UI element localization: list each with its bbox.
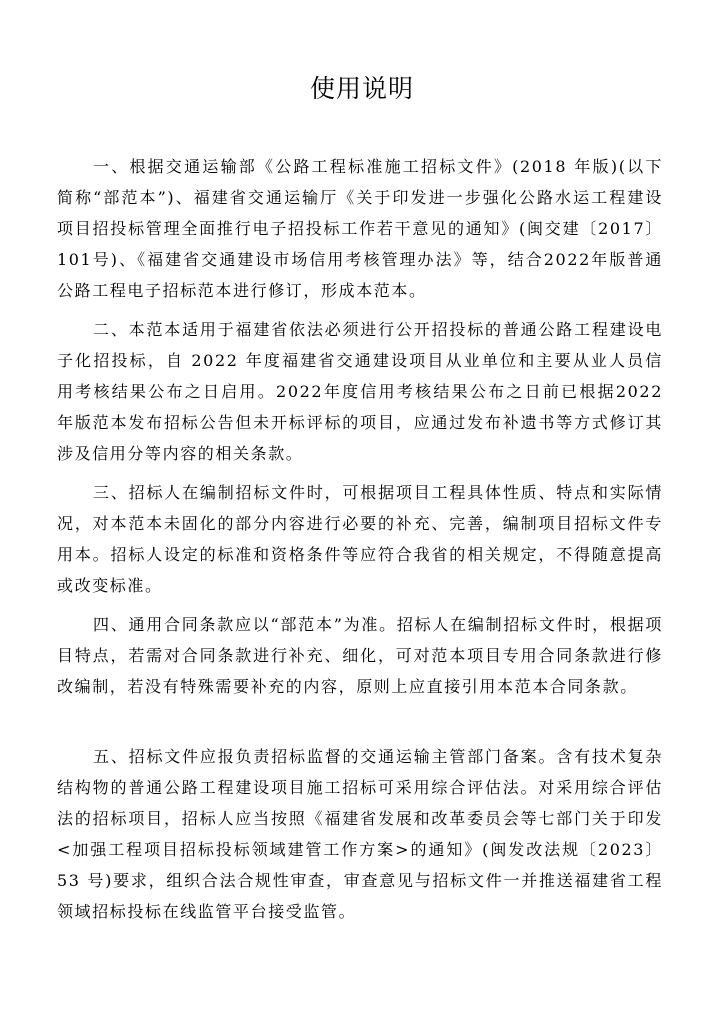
paragraph-4: 四、通用合同条款应以“部范本”为准。招标人在编制招标文件时，根据项目特点，若需对合同条款进行补充、细化，可对范本项目专用合同条款进行修改编制，若没有特殊需要补充的内容，原则上应直接引用本范本合同条款。	[57, 615, 663, 696]
paragraph-2: 二、本范本适用于福建省依法必须进行公开招投标的普通公路工程建设电子化招投标，自 2022 年度福建省交通建设项目从业单位和主要从业人员信用考核结果公布之日启用。2022年度信用考核结果公布之日前已根据2022 年版范本发布招标公告但未开标评标的项目，应通过发布补遗书等方式修订其涉及信用分等内容的相关条款。	[57, 320, 663, 463]
paragraph-3: 三、招标人在编制招标文件时，可根据项目工程具体性质、特点和实际情况，对本范本未固化的部分内容进行必要的补充、完善，编制项目招标文件专用本。招标人设定的标准和资格条件等应符合我省的相关规定，不得随意提高或改变标准。	[57, 483, 663, 595]
paragraph-5: 五、招标文件应报负责招标监督的交通运输主管部门备案。含有技术复杂结构物的普通公路工程建设项目施工招标可采用综合评估法。对采用综合评估法的招标项目，招标人应当按照《福建省发展和改革委员会等七部门关于印发<加强工程项目招标投标领域建管工作方案>的通知》(闽发改法规〔2023〕53 号)要求，组织合法合规性审查，审查意见与招标文件一并推送福建省工程领域招标投标在线监管平台接受监管。	[57, 747, 663, 921]
page-title: 使用说明	[309, 74, 414, 103]
paragraph-1: 一、根据交通运输部《公路工程标准施工招标文件》(2018 年版)(以下简称“部范本”)、福建省交通运输厅《关于印发进一步强化公路水运工程建设项目招投标管理全面推行电子招投标工作若干意见的通知》(闽交建〔2017〕101号)、《福建省交通建设市场信用考核管理办法》等，结合2022年版普通公路工程电子招标范本进行修订，形成本范本。	[57, 157, 663, 300]
